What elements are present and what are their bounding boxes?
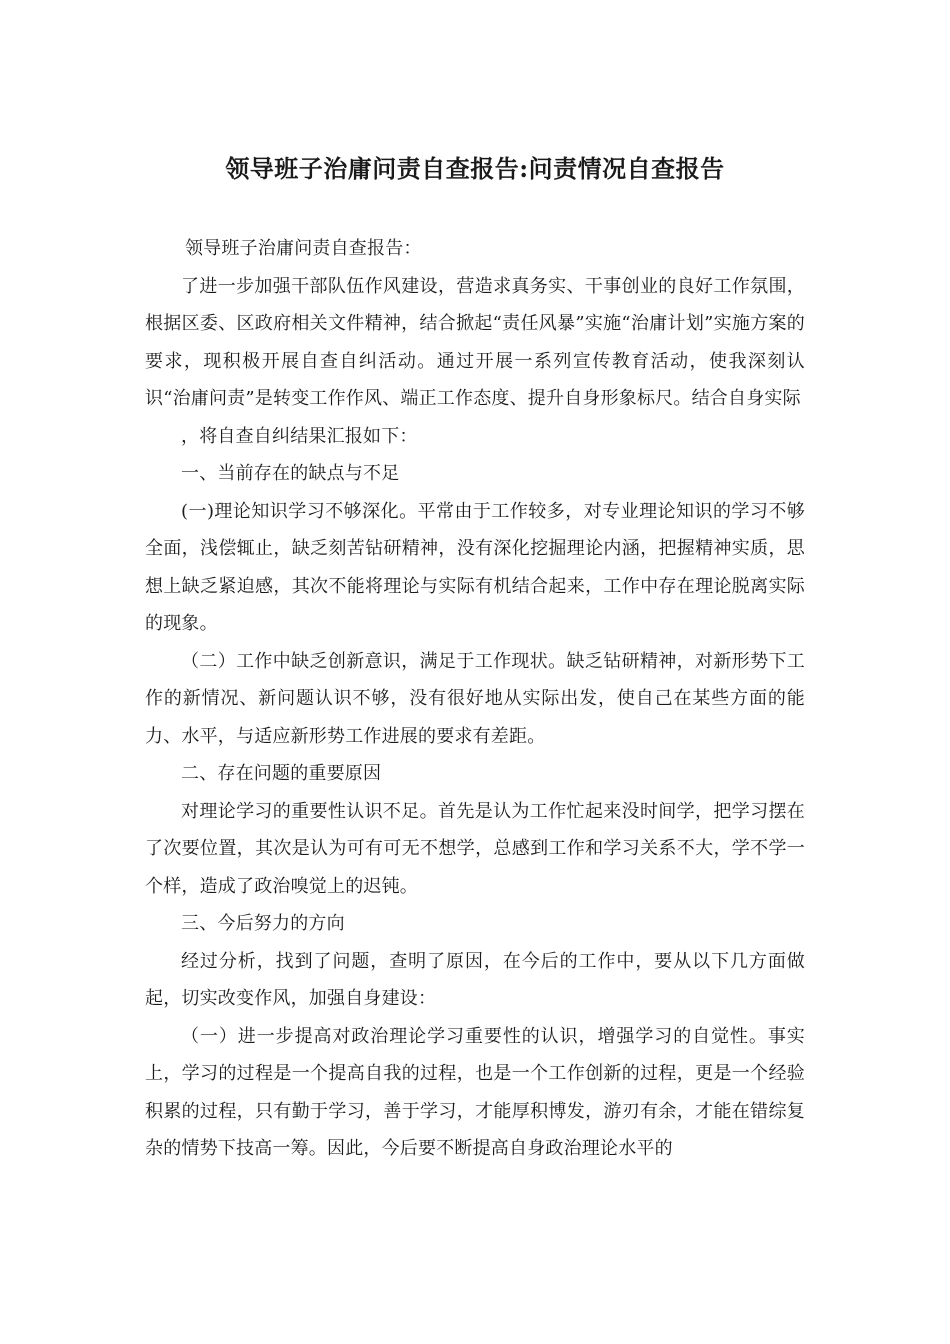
paragraph-report-lead: ，将自查自纠结果汇报如下：: [181, 425, 418, 447]
paragraph-causes: 对理论学习的重要性认识不足。首先是认为工作忙起来没时间学，把学习摆在了次要位置，其次是认为可有可无不想学，总感到工作和学习关系不大，学不学一个样，造成了政治嗅觉上的迟钝。: [145, 800, 805, 897]
document-body: [145, 230, 805, 1168]
paragraph-background: 了进一步加强干部队伍作风建设，营造求真务实、干事创业的良好工作氛围，根据区委、区政府相关文件精神，结合掀起“责任风暴”实施“治庸计划”实施方案的要求，现积极开展自查自纠活动。通过开展一系列宣传教育活动，使我深刻认识“治庸问责”是转变工作作风、端正工作态度、提升自身形象标尺。结合自身实际: [145, 275, 805, 409]
paragraph-intro-heading: 领导班子治庸问责自查报告：: [185, 238, 422, 259]
section-heading-shortcomings: 一、当前存在的缺点与不足: [181, 463, 400, 484]
paragraph-shortcoming-2: （二）工作中缺乏创新意识，满足于工作现状。缺乏钻研精神，对新形势下工作的新情况、新问题认识不够，没有很好地从实际出发，使自己在某些方面的能力、水平，与适应新形势工作进展的要求有差距。: [145, 650, 805, 747]
paragraph-direction-intro: 经过分析，找到了问题，查明了原因，在今后的工作中，要从以下几方面做起，切实改变作风，加强自身建设：: [145, 950, 805, 1009]
section-heading-causes: 二、存在问题的重要原因: [181, 763, 382, 784]
paragraph-shortcoming-1: (一)理论知识学习不够深化。平常由于工作较多，对专业理论知识的学习不够全面，浅偿辄止，缺乏刻苦钻研精神，没有深化挖掘理论内涵，把握精神实质，思想上缺乏紧迫感，其次不能将理论与实际有机结合起来，工作中存在理论脱离实际的现象。: [145, 500, 805, 634]
document-title: 领导班子治庸问责自查报告:问责情况自查报告: [225, 154, 725, 183]
section-heading-direction: 三、今后努力的方向: [181, 913, 345, 934]
paragraph-direction-1: （一）进一步提高对政治理论学习重要性的认识，增强学习的自觉性。事实上，学习的过程是一个提高自我的过程，也是一个工作创新的过程，更是一个经验积累的过程，只有勤于学习，善于学习，才能厚积博发，游刃有余，才能在错综复杂的情势下技高一筹。因此，今后要不断提高自身政治理论水平的: [145, 1025, 805, 1159]
